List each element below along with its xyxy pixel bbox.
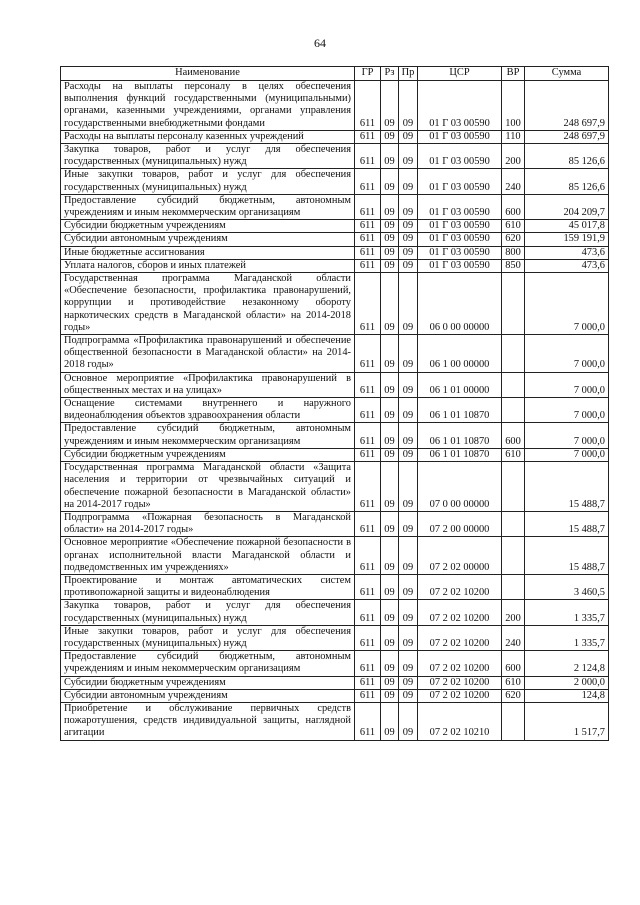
cell-csr: 06 1 01 00000 (418, 372, 502, 397)
cell-rz: 09 (381, 462, 399, 512)
cell-vr: 610 (502, 220, 525, 233)
cell-rz: 09 (381, 144, 399, 169)
cell-name: Субсидии бюджетным учреждениям (61, 448, 355, 461)
cell-csr: 06 1 00 00000 (418, 335, 502, 373)
cell-gr: 611 (355, 423, 381, 448)
cell-pr: 09 (399, 702, 418, 740)
cell-csr: 07 0 00 00000 (418, 462, 502, 512)
cell-rz: 09 (381, 689, 399, 702)
cell-rz: 09 (381, 81, 399, 131)
cell-sum: 248 697,9 (525, 130, 609, 143)
cell-rz: 09 (381, 625, 399, 650)
cell-name: Основное мероприятие «Обеспечение пожарной безопасности в органах исполнительной власти Магаданской области и подведомственных им учреждениях» (61, 537, 355, 575)
table-row (61, 689, 609, 702)
cell-csr: 07 2 02 10200 (418, 676, 502, 689)
cell-sum: 473,6 (525, 246, 609, 259)
cell-name: Проектирование и монтаж автоматических систем противопожарной защиты и видеонаблюдения (61, 574, 355, 599)
cell-vr: 600 (502, 194, 525, 219)
header-csr: ЦСР (418, 67, 502, 81)
cell-rz: 09 (381, 233, 399, 246)
cell-gr: 611 (355, 130, 381, 143)
cell-sum: 7 000,0 (525, 273, 609, 335)
cell-pr: 09 (399, 246, 418, 259)
cell-sum: 204 209,7 (525, 194, 609, 219)
cell-name: Иные бюджетные ассигнования (61, 246, 355, 259)
header-sum: Сумма (525, 67, 609, 81)
header-name: Наименование (61, 67, 355, 81)
table-header-row (61, 67, 609, 81)
table-row (61, 81, 609, 131)
cell-vr: 110 (502, 130, 525, 143)
cell-gr: 611 (355, 511, 381, 536)
cell-pr: 09 (399, 398, 418, 423)
cell-sum: 85 126,6 (525, 144, 609, 169)
cell-rz: 09 (381, 130, 399, 143)
cell-sum: 85 126,6 (525, 169, 609, 194)
cell-rz: 09 (381, 423, 399, 448)
cell-csr: 01 Г 03 00590 (418, 81, 502, 131)
table-row (61, 372, 609, 397)
header-rz: Рз (381, 67, 399, 81)
cell-csr: 01 Г 03 00590 (418, 259, 502, 272)
cell-sum: 15 488,7 (525, 462, 609, 512)
cell-gr: 611 (355, 398, 381, 423)
cell-rz: 09 (381, 246, 399, 259)
cell-csr: 06 1 01 10870 (418, 398, 502, 423)
cell-vr (502, 537, 525, 575)
cell-name: Предоставление субсидий бюджетным, автономным учреждениям и иным некоммерческим организациям (61, 651, 355, 676)
cell-pr: 09 (399, 273, 418, 335)
cell-name: Субсидии автономным учреждениям (61, 233, 355, 246)
cell-sum: 2 124,8 (525, 651, 609, 676)
cell-pr: 09 (399, 651, 418, 676)
cell-pr: 09 (399, 259, 418, 272)
cell-sum: 1 335,7 (525, 625, 609, 650)
table-row (61, 130, 609, 143)
cell-gr: 611 (355, 448, 381, 461)
cell-gr: 611 (355, 702, 381, 740)
cell-pr: 09 (399, 600, 418, 625)
cell-rz: 09 (381, 194, 399, 219)
cell-csr: 07 2 02 10200 (418, 689, 502, 702)
cell-sum: 45 017,8 (525, 220, 609, 233)
page-number: 64 (314, 36, 326, 50)
cell-name: Закупка товаров, работ и услуг для обеспечения государственных (муниципальных) нужд (61, 144, 355, 169)
cell-csr: 01 Г 03 00590 (418, 130, 502, 143)
cell-name: Государственная программа Магаданской области «Защита населения и территории от чрезвычайных ситуаций и обеспечение пожарной безопасности в Магаданской области» на 2014-2017 годы» (61, 462, 355, 512)
table-row (61, 194, 609, 219)
header-pr: Пр (399, 67, 418, 81)
table-row (61, 169, 609, 194)
cell-sum: 15 488,7 (525, 511, 609, 536)
cell-gr: 611 (355, 259, 381, 272)
cell-pr: 09 (399, 625, 418, 650)
table-row (61, 233, 609, 246)
budget-table (60, 66, 609, 741)
cell-vr: 240 (502, 625, 525, 650)
cell-vr: 610 (502, 448, 525, 461)
cell-vr (502, 273, 525, 335)
cell-vr (502, 335, 525, 373)
cell-pr: 09 (399, 689, 418, 702)
cell-rz: 09 (381, 574, 399, 599)
cell-csr: 01 Г 03 00590 (418, 194, 502, 219)
cell-sum: 2 000,0 (525, 676, 609, 689)
cell-csr: 06 0 00 00000 (418, 273, 502, 335)
cell-rz: 09 (381, 651, 399, 676)
cell-name: Подпрограмма «Профилактика правонарушений и обеспечение общественной безопасности в Магаданской области» на 2014-2018 годы» (61, 335, 355, 373)
cell-sum: 7 000,0 (525, 398, 609, 423)
table-row (61, 600, 609, 625)
cell-vr (502, 574, 525, 599)
cell-gr: 611 (355, 676, 381, 689)
cell-vr: 240 (502, 169, 525, 194)
cell-rz: 09 (381, 702, 399, 740)
header-vr: ВР (502, 67, 525, 81)
cell-csr: 01 Г 03 00590 (418, 169, 502, 194)
cell-name: Приобретение и обслуживание первичных средств пожаротушения, средств индивидуальной защиты, наглядной агитации (61, 702, 355, 740)
cell-sum: 248 697,9 (525, 81, 609, 131)
cell-vr: 620 (502, 233, 525, 246)
cell-name: Предоставление субсидий бюджетным, автономным учреждениям и иным некоммерческим организациям (61, 423, 355, 448)
header-gr: ГР (355, 67, 381, 81)
cell-vr: 600 (502, 651, 525, 676)
table-row (61, 537, 609, 575)
cell-sum: 1 335,7 (525, 600, 609, 625)
cell-gr: 611 (355, 233, 381, 246)
cell-pr: 09 (399, 537, 418, 575)
cell-csr: 07 2 02 10200 (418, 574, 502, 599)
cell-gr: 611 (355, 462, 381, 512)
cell-vr (502, 372, 525, 397)
cell-gr: 611 (355, 194, 381, 219)
cell-csr: 01 Г 03 00590 (418, 246, 502, 259)
cell-pr: 09 (399, 511, 418, 536)
cell-csr: 07 2 02 10200 (418, 600, 502, 625)
cell-csr: 01 Г 03 00590 (418, 220, 502, 233)
cell-sum: 7 000,0 (525, 335, 609, 373)
cell-name: Закупка товаров, работ и услуг для обеспечения государственных (муниципальных) нужд (61, 600, 355, 625)
table-row (61, 246, 609, 259)
cell-vr: 200 (502, 600, 525, 625)
table-row (61, 676, 609, 689)
cell-name: Иные закупки товаров, работ и услуг для обеспечения государственных (муниципальных) нужд (61, 625, 355, 650)
cell-pr: 09 (399, 423, 418, 448)
cell-sum: 1 517,7 (525, 702, 609, 740)
cell-gr: 611 (355, 246, 381, 259)
table-body (61, 81, 609, 741)
cell-vr: 620 (502, 689, 525, 702)
cell-sum: 124,8 (525, 689, 609, 702)
cell-csr: 06 1 01 10870 (418, 423, 502, 448)
table-row (61, 273, 609, 335)
cell-vr: 610 (502, 676, 525, 689)
table-row (61, 335, 609, 373)
cell-rz: 09 (381, 600, 399, 625)
cell-gr: 611 (355, 537, 381, 575)
table-row (61, 511, 609, 536)
cell-gr: 611 (355, 689, 381, 702)
cell-gr: 611 (355, 372, 381, 397)
cell-vr (502, 462, 525, 512)
table-row (61, 462, 609, 512)
cell-name: Государственная программа Магаданской области «Обеспечение безопасности, профилактика правонарушений, коррупции и противодействие незаконному обороту наркотических средств в Магаданской области» на 2014-2018 годы» (61, 273, 355, 335)
table-row (61, 423, 609, 448)
cell-rz: 09 (381, 169, 399, 194)
cell-csr: 06 1 01 10870 (418, 448, 502, 461)
cell-gr: 611 (355, 574, 381, 599)
cell-pr: 09 (399, 372, 418, 397)
cell-name: Расходы на выплаты персоналу в целях обеспечения выполнения функций государственными (муниципальными) органами, казенными учреждениями, органами управления государственными внебюджетными фондами (61, 81, 355, 131)
cell-pr: 09 (399, 81, 418, 131)
cell-csr: 07 2 02 10200 (418, 625, 502, 650)
cell-name: Подпрограмма «Пожарная безопасность в Магаданской области» на 2014-2017 годы» (61, 511, 355, 536)
cell-vr (502, 398, 525, 423)
cell-vr: 850 (502, 259, 525, 272)
cell-pr: 09 (399, 220, 418, 233)
table-row (61, 398, 609, 423)
cell-name: Оснащение системами внутреннего и наружного видеонаблюдения объектов здравоохранения области (61, 398, 355, 423)
cell-rz: 09 (381, 259, 399, 272)
cell-gr: 611 (355, 600, 381, 625)
cell-gr: 611 (355, 651, 381, 676)
cell-sum: 15 488,7 (525, 537, 609, 575)
cell-pr: 09 (399, 676, 418, 689)
table-row (61, 144, 609, 169)
cell-rz: 09 (381, 448, 399, 461)
cell-pr: 09 (399, 335, 418, 373)
cell-name: Расходы на выплаты персоналу казенных учреждений (61, 130, 355, 143)
cell-rz: 09 (381, 273, 399, 335)
cell-rz: 09 (381, 398, 399, 423)
table-row (61, 448, 609, 461)
cell-sum: 7 000,0 (525, 423, 609, 448)
cell-pr: 09 (399, 462, 418, 512)
cell-sum: 3 460,5 (525, 574, 609, 599)
cell-sum: 7 000,0 (525, 372, 609, 397)
cell-name: Предоставление субсидий бюджетным, автономным учреждениям и иным некоммерческим организациям (61, 194, 355, 219)
cell-vr: 800 (502, 246, 525, 259)
cell-vr: 600 (502, 423, 525, 448)
table-row (61, 702, 609, 740)
cell-gr: 611 (355, 169, 381, 194)
cell-sum: 159 191,9 (525, 233, 609, 246)
cell-pr: 09 (399, 574, 418, 599)
cell-csr: 07 2 02 10200 (418, 651, 502, 676)
table-row (61, 220, 609, 233)
cell-gr: 611 (355, 273, 381, 335)
cell-gr: 611 (355, 335, 381, 373)
cell-pr: 09 (399, 144, 418, 169)
cell-vr (502, 511, 525, 536)
cell-name: Иные закупки товаров, работ и услуг для обеспечения государственных (муниципальных) нужд (61, 169, 355, 194)
cell-pr: 09 (399, 130, 418, 143)
cell-name: Субсидии бюджетным учреждениям (61, 676, 355, 689)
cell-name: Уплата налогов, сборов и иных платежей (61, 259, 355, 272)
table-row (61, 574, 609, 599)
cell-name: Субсидии бюджетным учреждениям (61, 220, 355, 233)
cell-gr: 611 (355, 220, 381, 233)
cell-csr: 01 Г 03 00590 (418, 144, 502, 169)
cell-sum: 473,6 (525, 259, 609, 272)
cell-vr (502, 702, 525, 740)
table-row (61, 625, 609, 650)
cell-rz: 09 (381, 676, 399, 689)
table-row (61, 259, 609, 272)
cell-gr: 611 (355, 144, 381, 169)
cell-sum: 7 000,0 (525, 448, 609, 461)
cell-rz: 09 (381, 537, 399, 575)
cell-pr: 09 (399, 448, 418, 461)
cell-rz: 09 (381, 220, 399, 233)
cell-csr: 07 2 02 10210 (418, 702, 502, 740)
cell-csr: 01 Г 03 00590 (418, 233, 502, 246)
cell-rz: 09 (381, 511, 399, 536)
cell-name: Основное мероприятие «Профилактика правонарушений в общественных местах и на улицах» (61, 372, 355, 397)
cell-vr: 200 (502, 144, 525, 169)
cell-csr: 07 2 02 00000 (418, 537, 502, 575)
cell-rz: 09 (381, 372, 399, 397)
cell-rz: 09 (381, 335, 399, 373)
cell-csr: 07 2 00 00000 (418, 511, 502, 536)
cell-gr: 611 (355, 81, 381, 131)
cell-pr: 09 (399, 194, 418, 219)
cell-pr: 09 (399, 169, 418, 194)
cell-vr: 100 (502, 81, 525, 131)
cell-name: Субсидии автономным учреждениям (61, 689, 355, 702)
cell-pr: 09 (399, 233, 418, 246)
cell-gr: 611 (355, 625, 381, 650)
table-row (61, 651, 609, 676)
